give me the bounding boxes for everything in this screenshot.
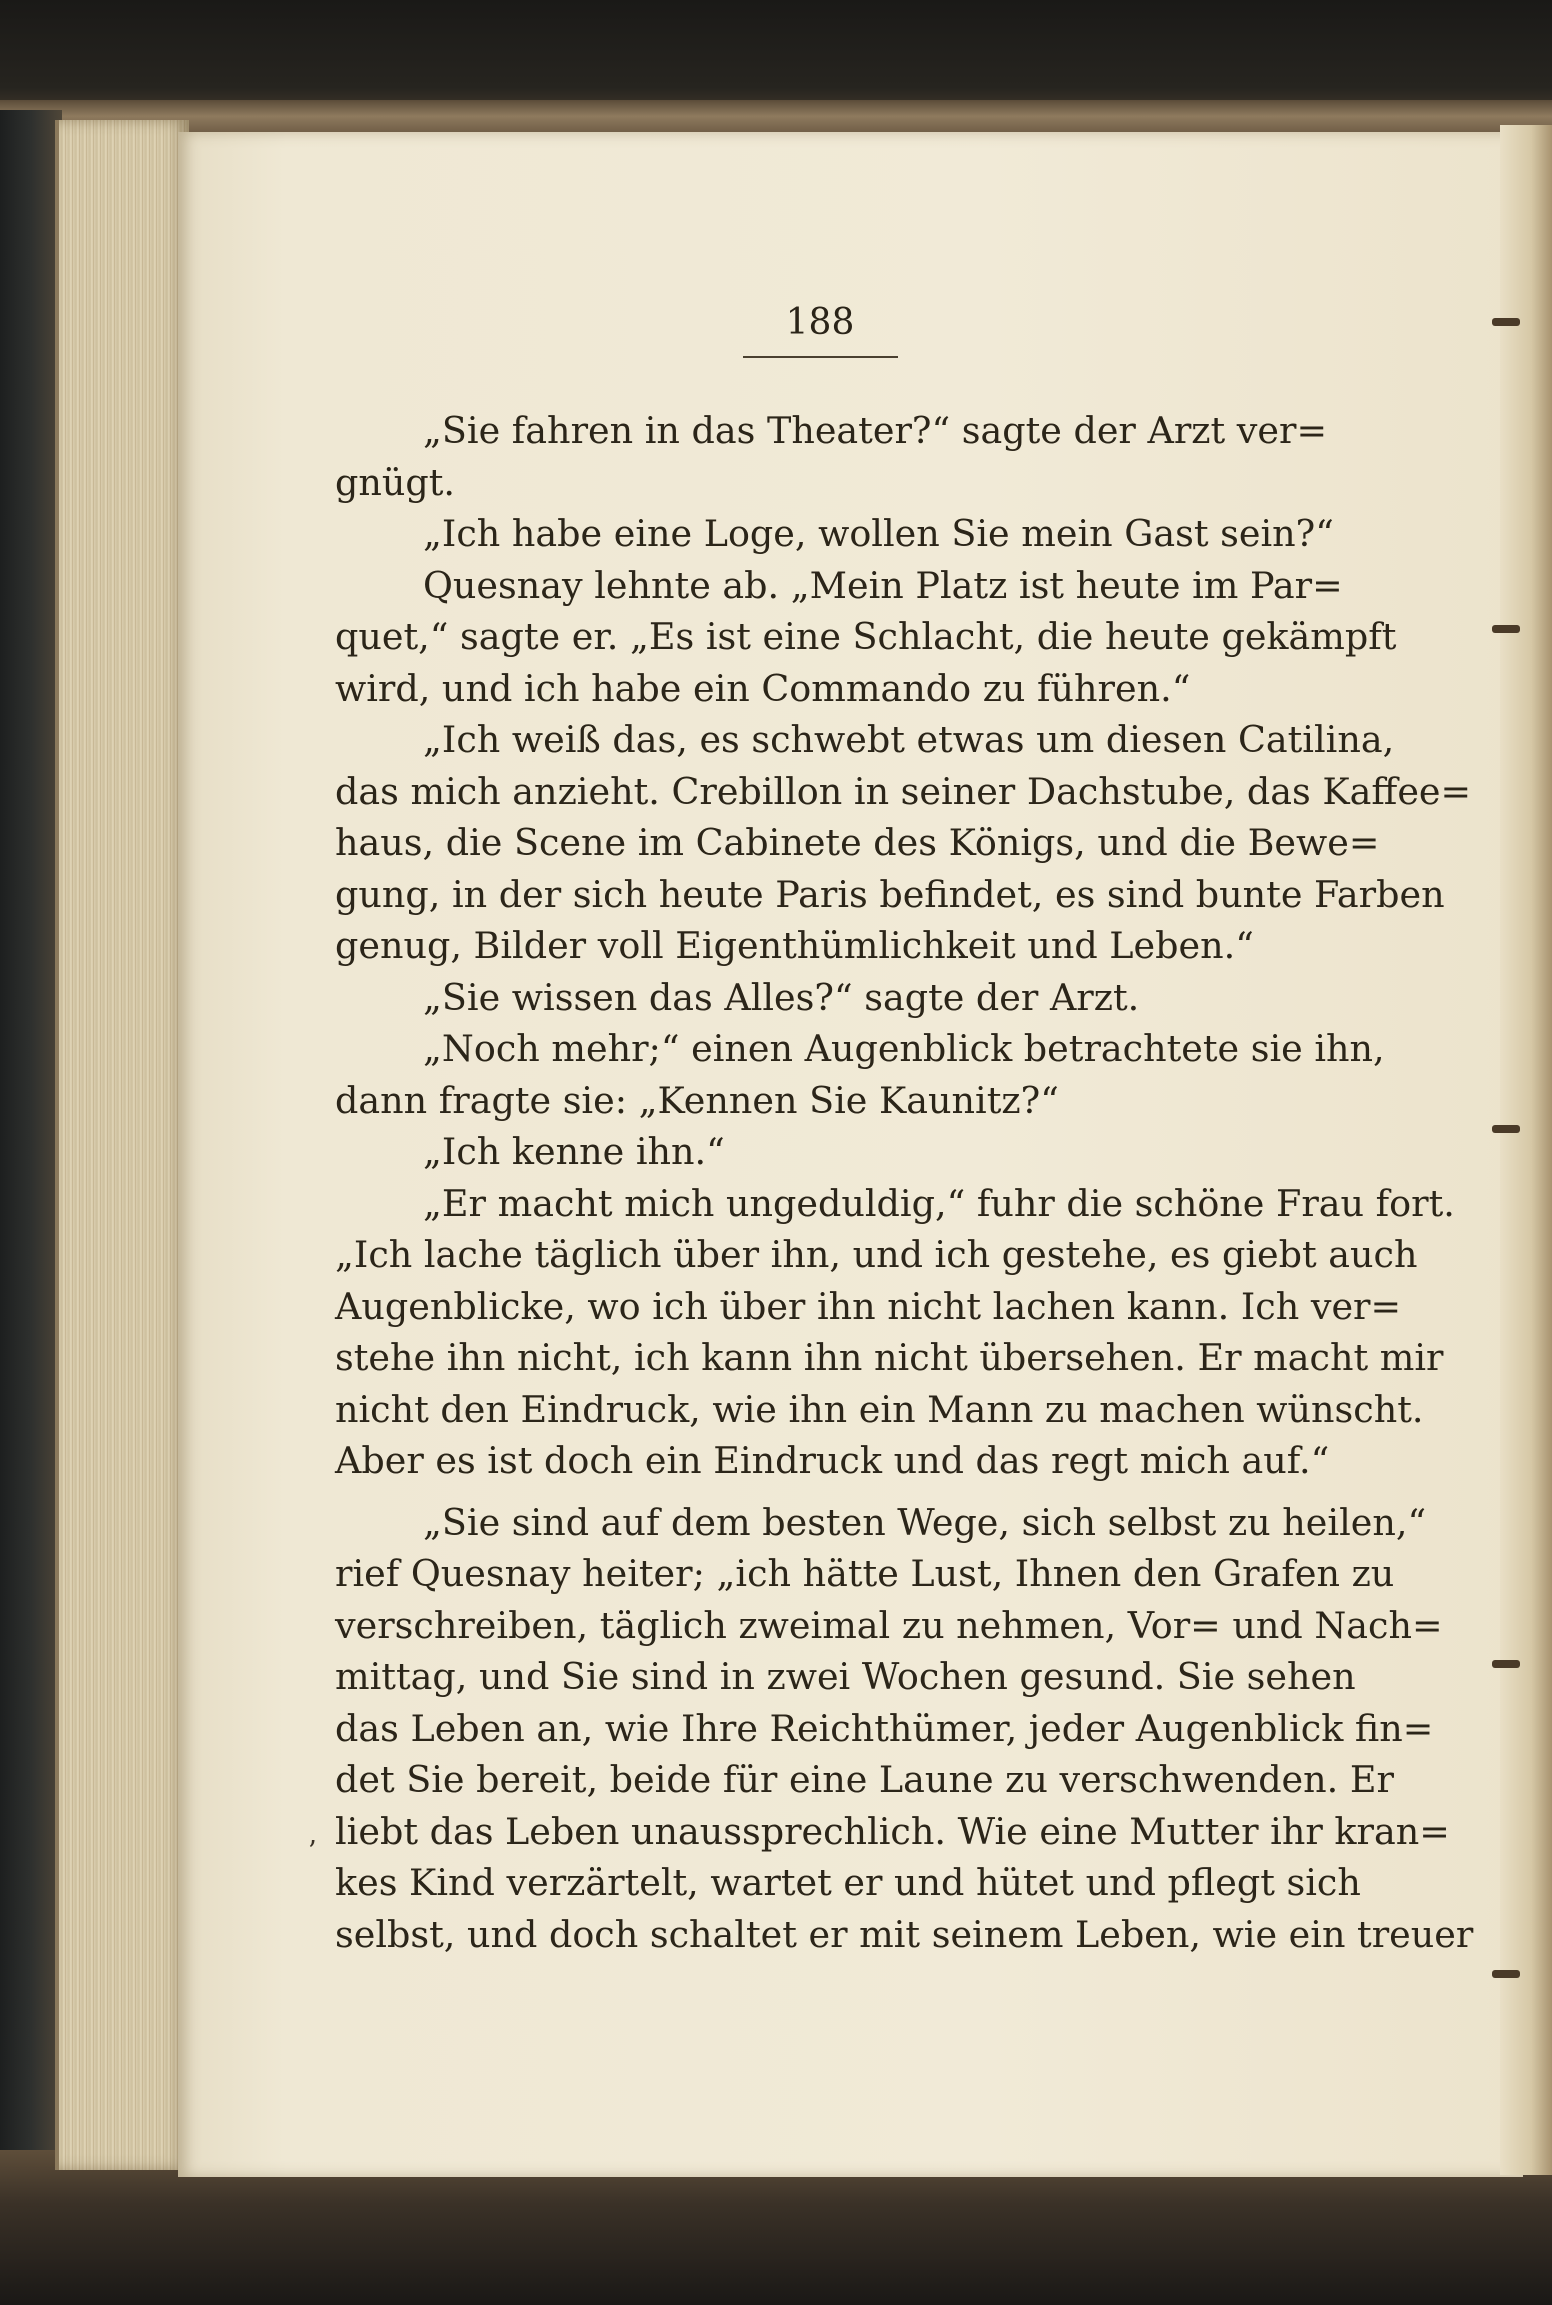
page-stack-edges [55, 120, 189, 2170]
page-tab-marker [1492, 1125, 1520, 1133]
text-line: „Noch mehr;“ einen Augenblick betrachtete sie ihn, [423, 1027, 1385, 1070]
text-line: liebt das Leben unaussprechlich. Wie eine Mutter ihr kran= [335, 1809, 1450, 1853]
page-tab-marker [1492, 625, 1520, 633]
text-line: „Ich weiß das, es schwebt etwas um diesen Catilina, [423, 718, 1395, 761]
book-cover-spine [0, 110, 62, 2205]
text-line: „Er macht mich ungeduldig,“ fuhr die schöne Frau fort. [423, 1181, 1455, 1225]
header-rule [743, 356, 898, 358]
ink-mark: ʼ [307, 1835, 316, 1868]
text-line: dann fragte sie: „Kennen Sie Kaunitz?“ [335, 1078, 1059, 1122]
text-line: Augenblicke, wo ich über ihn nicht lachen kann. Ich ver= [335, 1284, 1402, 1328]
book-cover-edge [0, 100, 1552, 136]
text-line: das Leben an, wie Ihre Reichthümer, jeder Augenblick fin= [335, 1706, 1434, 1750]
text-line: „Ich habe eine Loge, wollen Sie mein Gast sein?“ [423, 512, 1334, 555]
text-line: haus, die Scene im Cabinete des Königs, und die Bewe= [335, 821, 1380, 864]
page-tab-marker [1492, 318, 1520, 326]
text-line: rief Quesnay heiter; „ich hätte Lust, Ihnen den Grafen zu [335, 1552, 1395, 1595]
page-tab-marker [1492, 1660, 1520, 1668]
text-line: genug, Bilder voll Eigenthümlichkeit und Leben.“ [335, 924, 1254, 967]
text-line: gnügt. [335, 460, 456, 504]
text-line: quet,“ sagte er. „Es ist eine Schlacht, die heute gekämpft [335, 615, 1397, 658]
text-line: det Sie bereit, beide für eine Laune zu verschwenden. Er [335, 1758, 1394, 1801]
text-line: wird, und ich habe ein Commando zu führen.“ [335, 666, 1191, 710]
text-line: kes Kind verzärtelt, wartet er und hütet und pflegt sich [335, 1861, 1361, 1904]
text-line: Aber es ist doch ein Eindruck und das regt mich auf.“ [335, 1439, 1330, 1482]
text-line: „Sie fahren in das Theater?“ sagte der Arzt ver= [423, 409, 1328, 452]
facing-page-edge [1500, 125, 1552, 2175]
page-number: 188 [785, 302, 855, 343]
text-line: „Ich kenne ihn.“ [423, 1130, 725, 1173]
text-line: „Sie wissen das Alles?“ sagte der Arzt. [423, 975, 1140, 1019]
text-line: „Sie sind auf dem besten Wege, sich selbst zu heilen,“ [423, 1500, 1427, 1544]
body-text [335, 405, 1474, 1960]
page-tab-marker [1492, 1970, 1520, 1978]
text-line: mittag, und Sie sind in zwei Wochen gesund. Sie sehen [335, 1655, 1356, 1698]
text-line: gung, in der sich heute Paris befindet, es sind bunte Farben [335, 872, 1445, 916]
text-line: nicht den Eindruck, wie ihn ein Mann zu machen wünscht. [335, 1387, 1424, 1431]
text-line: verschreiben, täglich zweimal zu nehmen, Vor= und Nach= [335, 1603, 1443, 1647]
text-line: Quesnay lehnte ab. „Mein Platz ist heute im Par= [423, 563, 1343, 607]
text-line: stehe ihn nicht, ich kann ihn nicht übersehen. Er macht mir [335, 1336, 1444, 1379]
text-line: „Ich lache täglich über ihn, und ich gestehe, es giebt auch [335, 1233, 1418, 1276]
text-line: selbst, und doch schaltet er mit seinem Leben, wie ein treuer [335, 1912, 1474, 1956]
text-line: das mich anzieht. Crebillon in seiner Dachstube, das Kaffee= [335, 769, 1472, 813]
